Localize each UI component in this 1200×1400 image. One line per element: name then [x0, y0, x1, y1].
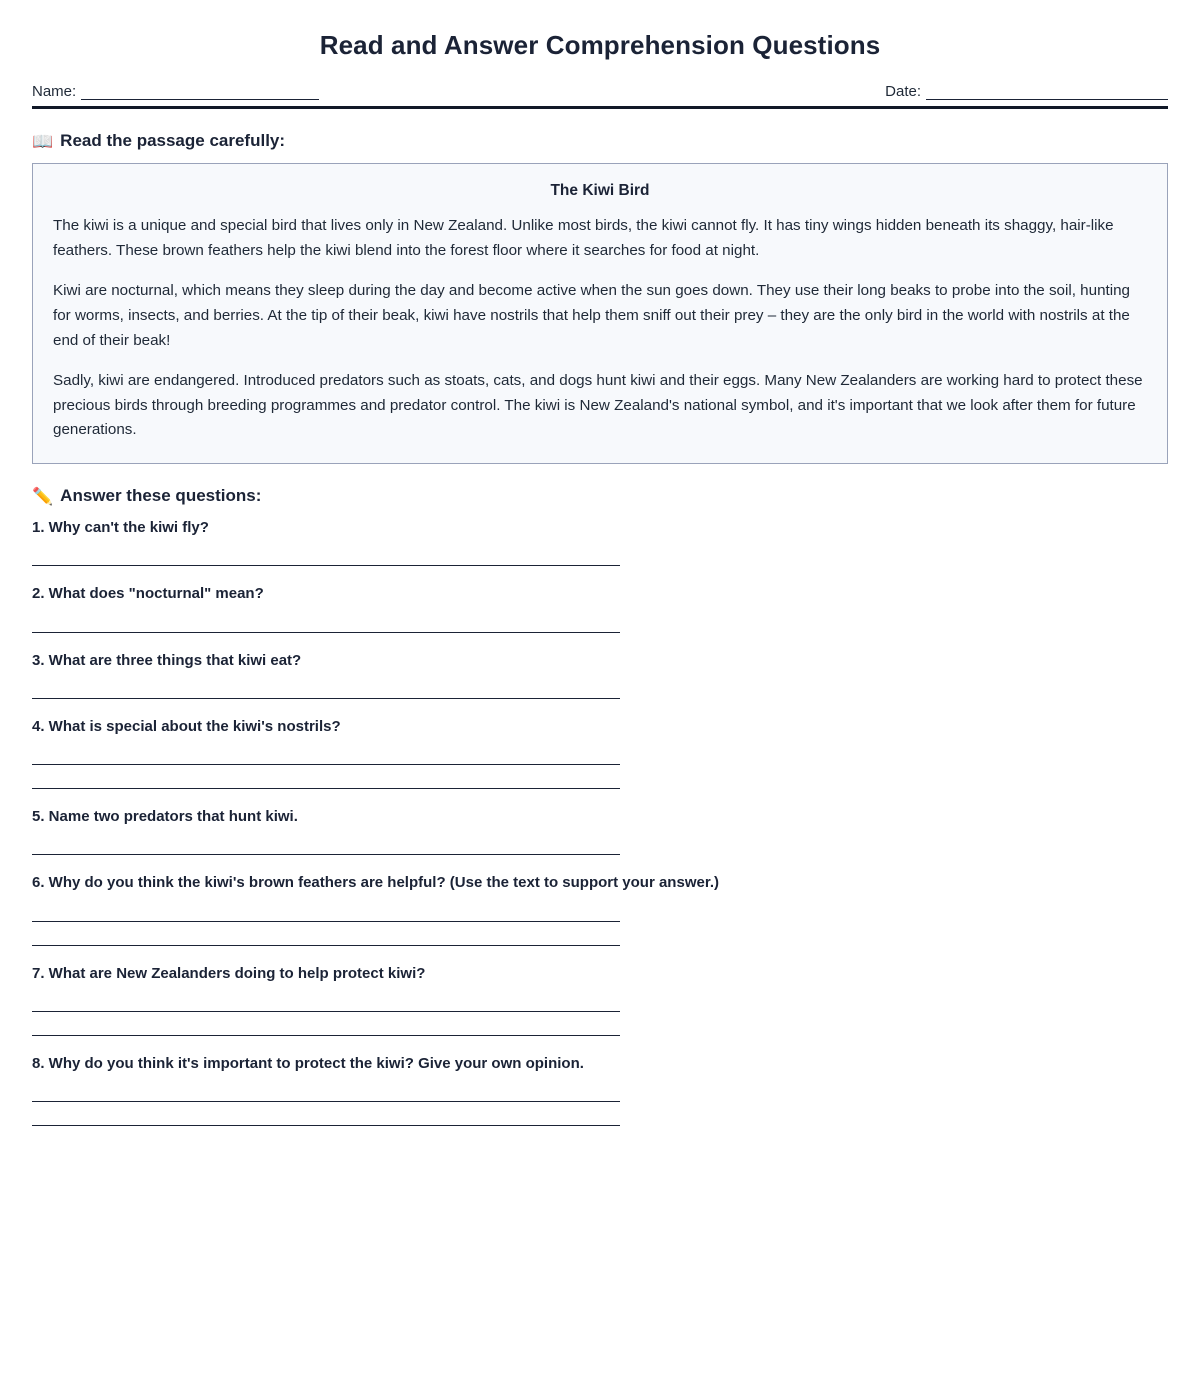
date-label: Date: [885, 83, 921, 100]
page-title: Read and Answer Comprehension Questions [319, 30, 881, 60]
passage-heading-label: Read the passage carefully: [60, 131, 286, 150]
answer-line[interactable] [32, 741, 620, 765]
question-block [32, 807, 1168, 855]
question-block [32, 964, 1168, 1036]
answer-line[interactable] [32, 831, 620, 855]
name-field-group [32, 83, 319, 100]
questions-section-heading [32, 486, 1168, 506]
answer-line[interactable] [32, 1078, 620, 1102]
name-date-row [32, 83, 1168, 100]
answer-line[interactable] [32, 1012, 620, 1036]
question-block [32, 584, 1168, 632]
question-text: 7. What are New Zealanders doing to help protect kiwi? [32, 964, 426, 982]
question-block [32, 1054, 1168, 1126]
passage-section-heading [32, 131, 1168, 151]
open-book-icon: 📖 [32, 131, 54, 151]
pencil-icon: ✏️ [32, 486, 54, 506]
answer-line[interactable] [32, 1102, 620, 1126]
date-input[interactable] [926, 86, 1168, 100]
question-block [32, 873, 1168, 945]
question-block [32, 518, 1168, 566]
question-text: 3. What are three things that kiwi eat? [32, 651, 302, 669]
answer-line[interactable] [32, 898, 620, 922]
question-text: 5. Name two predators that hunt kiwi. [32, 808, 298, 825]
passage-paragraph: Kiwi are nocturnal, which means they sleep during the day and become active when the sun goes down. They use their long beaks to probe into the soil, hunting for worms, insects, and berries. At the tip of their beak, kiwi have nostrils that help them sniff out their prey – they are the only bird in the world with nostrils at the end of their beak! [53, 282, 1131, 349]
passage-box [32, 163, 1168, 464]
question-text: 1. Why can't the kiwi fly? [32, 519, 209, 536]
answer-line[interactable] [32, 542, 620, 566]
passage-paragraph: Sadly, kiwi are endangered. Introduced predators such as stoats, cats, and dogs hunt kiwi and their eggs. Many New Zealanders are working hard to protect these precious birds through breeding programmes and predator control. The kiwi is New Zealand's national symbol, and it's important that we look after them for future generations. [53, 372, 1143, 439]
question-block [32, 717, 1168, 789]
questions-list [32, 518, 1168, 1126]
passage-title: The Kiwi Bird [550, 182, 650, 199]
question-text: 4. What is special about the kiwi's nostrils? [32, 717, 341, 735]
date-field-group [885, 83, 1168, 100]
answer-line[interactable] [32, 609, 620, 633]
question-text: 6. Why do you think the kiwi's brown feathers are helpful? (Use the text to support your answer.) [32, 874, 719, 892]
answer-line[interactable] [32, 988, 620, 1012]
answer-line[interactable] [32, 675, 620, 699]
question-text: 8. Why do you think it's important to protect the kiwi? Give your own opinion. [32, 1054, 584, 1072]
answer-line[interactable] [32, 922, 620, 946]
question-block [32, 651, 1168, 699]
name-label: Name: [32, 83, 77, 100]
questions-heading-label: Answer these questions: [60, 486, 262, 505]
answer-line[interactable] [32, 765, 620, 789]
question-text: 2. What does "nocturnal" mean? [32, 585, 264, 603]
header-divider [32, 106, 1168, 109]
passage-paragraph: The kiwi is a unique and special bird that lives only in New Zealand. Unlike most birds, the kiwi cannot fly. It has tiny wings hidden beneath its shaggy, hair-like feathers. These brown feathers help the kiwi blend into the forest floor where it searches for food at night. [53, 217, 1114, 259]
name-input[interactable] [81, 86, 319, 100]
